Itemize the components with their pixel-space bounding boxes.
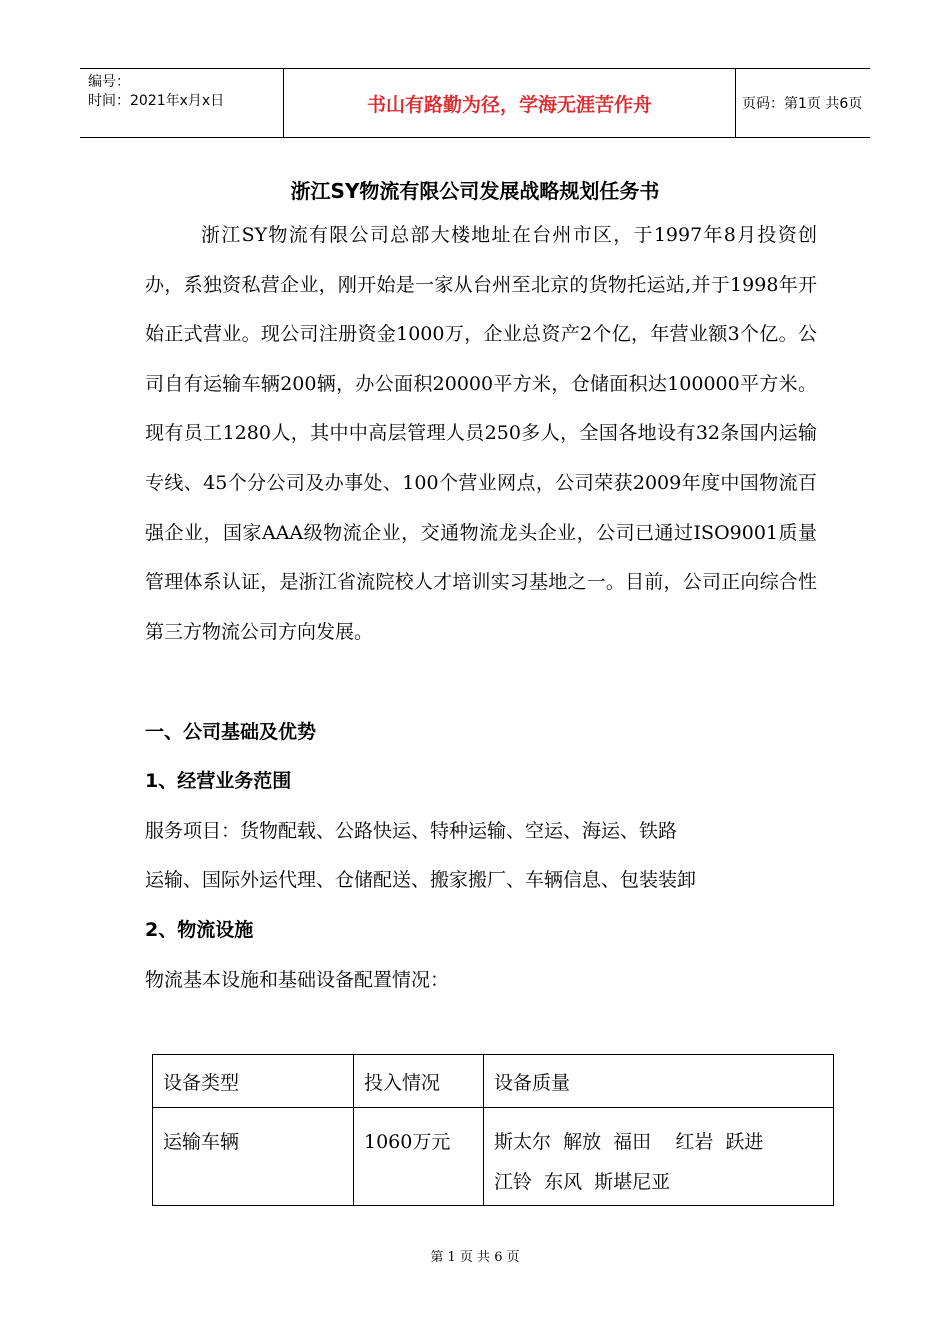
header-equipment-quality: 设备质量	[484, 1055, 834, 1108]
header-meta	[80, 69, 283, 137]
intro-paragraph: 浙江SY物流有限公司总部大楼地址在台州市区，于1997年8月投资创办，系独资私营企业，刚开始是一家从台州至北京的货物托运站,并于1998年开始正式营业。现公司注册资金1000万，企业总资产2个亿，年营业额3个亿。公司自有运输车辆200辆，办公面积20000平方米，仓储面积达100000平方米。现有员工1280人，其中中高层管理人员250多人，全国各地设有32条国内运输专线、45个分公司及办事处、100个营业网点，公司荣获2009年度中国物流百强企业，国家AAA级物流企业，交通物流龙头企业，公司已通过ISO9001质量管理体系认证，是浙江省流院校人才培训实习基地之一。目前，公司正向综合性第三方物流公司方向发展。	[145, 224, 817, 643]
cell-equipment-type: 运输车辆	[153, 1108, 354, 1206]
subsection-heading-facilities: 2、物流设施	[145, 919, 254, 941]
header-equipment-type: 设备类型	[153, 1055, 354, 1108]
page-header	[80, 68, 870, 138]
table-row	[153, 1108, 834, 1206]
cell-investment: 1060万元	[354, 1108, 484, 1206]
services-line-2: 运输、国际外运代理、仓储配送、搬家搬厂、车辆信息、包装装卸	[145, 869, 697, 891]
page-footer: 第 1 页 共 6 页	[430, 1250, 520, 1265]
table-header-row	[153, 1055, 834, 1108]
header-number: 编号：	[88, 74, 130, 90]
services-line-1: 服务项目：货物配载、公路快运、特种运输、空运、海运、铁路	[145, 820, 678, 842]
quality-line-2: 江铃 东风 斯堪尼亚	[494, 1171, 671, 1193]
subsection-heading-business-scope: 1、经营业务范围	[145, 770, 292, 792]
document-title: 浙江SY物流有限公司发展战略规划任务书	[290, 179, 660, 203]
cell-equipment-quality	[484, 1108, 834, 1206]
equipment-table	[152, 1054, 834, 1206]
section-heading-1: 一、公司基础及优势	[145, 721, 317, 743]
header-motto: 书山有路勤为径，学海无涯苦作舟	[283, 69, 736, 137]
quality-line-1: 斯太尔 解放 福田 红岩 跃进	[494, 1131, 764, 1153]
header-time: 时间：2021年x月x日	[88, 93, 225, 109]
header-page-number: 页码：第1页 共6页	[742, 96, 863, 112]
header-investment: 投入情况	[354, 1055, 484, 1108]
facilities-intro: 物流基本设施和基础设备配置情况：	[145, 969, 450, 991]
